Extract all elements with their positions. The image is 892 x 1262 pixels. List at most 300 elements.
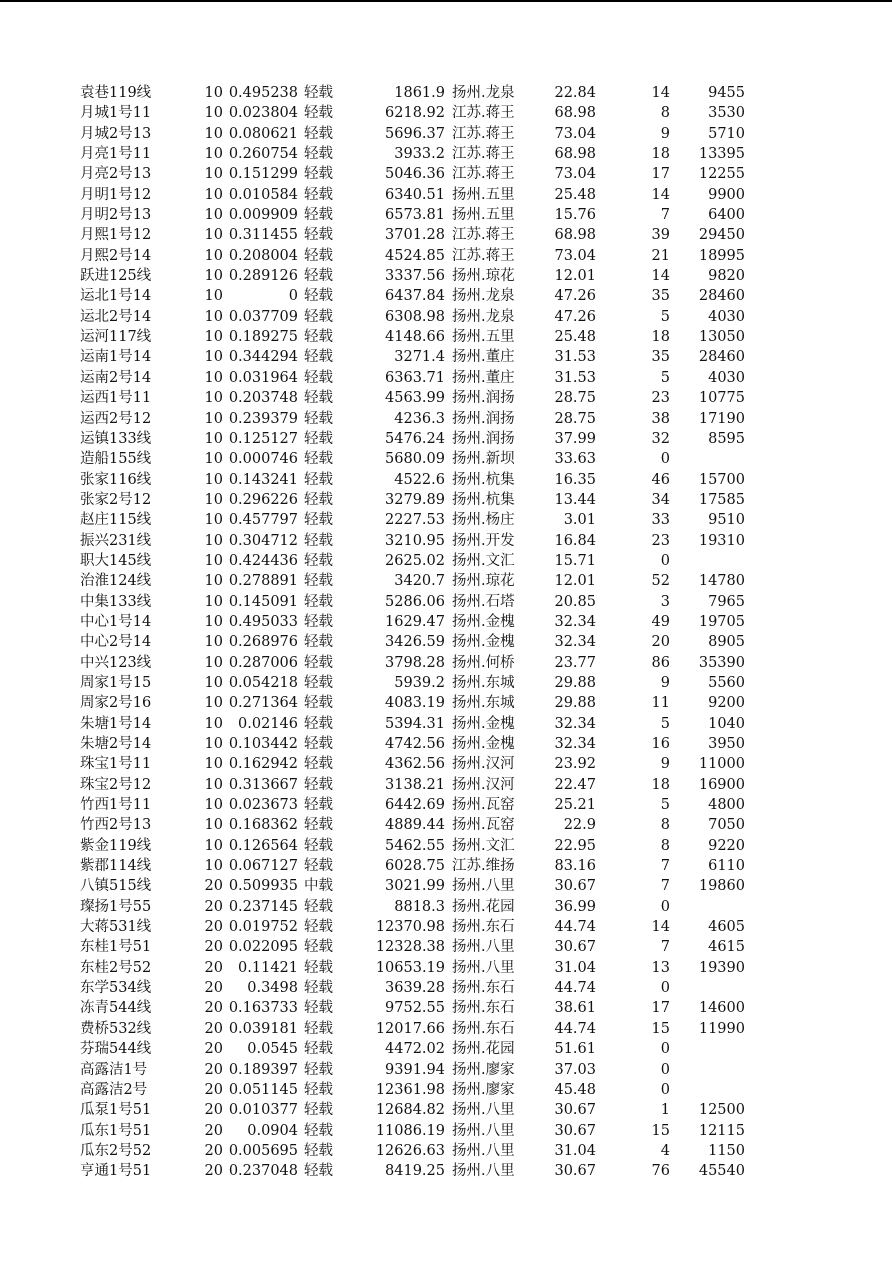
ratio-cell: 0.495033: [228, 613, 298, 630]
load-status-cell: 轻载: [304, 1142, 333, 1159]
substation-cell: 扬州.润扬: [452, 390, 515, 407]
table-row: [0, 571, 892, 591]
voltage-cell: 10: [204, 858, 223, 875]
substation-cell: 江苏.蒋王: [452, 125, 515, 142]
line-name-cell: 赵庄115线: [80, 512, 152, 529]
line-name-cell: 造船155线: [80, 451, 152, 468]
table-row: [0, 754, 892, 774]
ratio-cell: 0.237048: [228, 1163, 298, 1180]
count-cell: 5: [660, 715, 670, 732]
count-cell: 7: [660, 878, 670, 895]
voltage-cell: 10: [204, 573, 223, 590]
line-name-cell: 中心2号14: [80, 634, 152, 651]
count-cell: 18: [651, 329, 670, 346]
count-cell: 5: [660, 797, 670, 814]
value-cell: 12370.98: [375, 919, 445, 936]
value-cell: 3420.7: [394, 573, 445, 590]
count-cell: 15: [651, 1122, 670, 1139]
table-row: [0, 551, 892, 571]
amount-cell: 14780: [698, 573, 745, 590]
voltage-cell: 10: [204, 105, 223, 122]
count-cell: 86: [651, 654, 670, 671]
count-cell: 3: [660, 593, 670, 610]
substation-cell: 扬州.润扬: [452, 410, 515, 427]
voltage-cell: 20: [204, 980, 223, 997]
ratio-cell: 0.009909: [228, 207, 298, 224]
count-cell: 21: [651, 247, 670, 264]
line-name-cell: 瓜泵1号51: [80, 1102, 152, 1119]
substation-cell: 扬州.琼花: [452, 268, 515, 285]
substation-cell: 江苏.蒋王: [452, 146, 515, 163]
count-cell: 52: [651, 573, 670, 590]
table-row: [0, 978, 892, 998]
amount-cell: 28460: [698, 349, 745, 366]
amount-cell: 45540: [698, 1163, 745, 1180]
table-row: [0, 286, 892, 306]
value-cell: 2227.53: [385, 512, 445, 529]
amount-cell: 10775: [698, 390, 745, 407]
percent-cell: 38.61: [554, 1000, 596, 1017]
substation-cell: 扬州.廖家: [452, 1081, 515, 1098]
ratio-cell: 0.037709: [228, 308, 298, 325]
amount-cell: 11000: [698, 756, 745, 773]
line-name-cell: 瓜东2号52: [80, 1142, 152, 1159]
amount-cell: 5560: [708, 674, 745, 691]
load-status-cell: 轻载: [304, 919, 333, 936]
table-row: [0, 998, 892, 1018]
percent-cell: 28.75: [554, 410, 596, 427]
percent-cell: 32.34: [554, 634, 596, 651]
substation-cell: 扬州.金槐: [452, 736, 515, 752]
amount-cell: 9455: [708, 85, 745, 101]
voltage-cell: 10: [204, 756, 223, 773]
load-status-cell: 轻载: [304, 512, 333, 529]
table-row: [0, 490, 892, 510]
line-name-cell: 竹西2号13: [80, 817, 152, 834]
value-cell: 3426.59: [385, 634, 445, 651]
percent-cell: 16.84: [554, 532, 596, 549]
count-cell: 14: [651, 268, 670, 285]
line-name-cell: 振兴231线: [80, 532, 152, 549]
substation-cell: 扬州.五里: [452, 186, 515, 203]
load-status-cell: 轻载: [304, 329, 333, 346]
count-cell: 7: [660, 207, 670, 224]
load-status-cell: 轻载: [304, 837, 333, 854]
amount-cell: 8905: [708, 634, 745, 651]
load-status-cell: 轻载: [304, 227, 333, 244]
value-cell: 6437.84: [385, 288, 445, 305]
amount-cell: 29450: [698, 227, 745, 244]
value-cell: 5939.2: [394, 674, 445, 691]
load-status-cell: 轻载: [304, 369, 333, 386]
line-name-cell: 运南1号14: [80, 349, 152, 366]
amount-cell: 4030: [708, 369, 745, 386]
load-status-cell: 轻载: [304, 898, 333, 915]
line-name-cell: 运西2号12: [80, 410, 152, 427]
percent-cell: 31.53: [554, 369, 596, 386]
load-status-cell: 轻载: [304, 308, 333, 325]
percent-cell: 37.03: [554, 1061, 596, 1078]
count-cell: 0: [660, 552, 670, 569]
load-status-cell: 轻载: [304, 959, 333, 976]
value-cell: 4563.99: [385, 390, 445, 407]
load-status-cell: 轻载: [304, 980, 333, 997]
amount-cell: 12255: [698, 166, 745, 183]
voltage-cell: 10: [204, 654, 223, 671]
voltage-cell: 20: [204, 1102, 223, 1119]
substation-cell: 扬州.东石: [452, 919, 515, 936]
ratio-cell: 0.163733: [228, 1000, 298, 1017]
substation-cell: 扬州.龙泉: [452, 288, 515, 305]
ratio-cell: 0.0904: [247, 1122, 298, 1139]
amount-cell: 9510: [708, 512, 745, 529]
substation-cell: 扬州.东石: [452, 1020, 515, 1037]
substation-cell: 扬州.八里: [452, 878, 515, 895]
percent-cell: 32.34: [554, 736, 596, 752]
line-name-cell: 大蒋531线: [80, 919, 152, 936]
value-cell: 5696.37: [385, 125, 445, 142]
ratio-cell: 0.495238: [228, 85, 298, 101]
ratio-cell: 0.143241: [228, 471, 298, 488]
voltage-cell: 20: [204, 1142, 223, 1159]
ratio-cell: 0.509935: [228, 878, 298, 895]
substation-cell: 扬州.瓦窑: [452, 817, 515, 834]
load-status-cell: 轻载: [304, 451, 333, 468]
count-cell: 0: [660, 1041, 670, 1058]
value-cell: 5680.09: [385, 451, 445, 468]
voltage-cell: 10: [204, 430, 223, 447]
value-cell: 3138.21: [385, 776, 445, 793]
percent-cell: 30.67: [554, 878, 596, 895]
table-row: [0, 124, 892, 144]
ratio-cell: 0.311455: [228, 227, 298, 244]
substation-cell: 扬州.何桥: [452, 654, 515, 671]
line-name-cell: 东桂2号52: [80, 959, 152, 976]
voltage-cell: 20: [204, 959, 223, 976]
load-status-cell: 轻载: [304, 207, 333, 224]
value-cell: 6028.75: [385, 858, 445, 875]
line-name-cell: 张家116线: [80, 471, 152, 488]
value-cell: 4889.44: [385, 817, 445, 834]
substation-cell: 江苏.蒋王: [452, 166, 515, 183]
voltage-cell: 20: [204, 1000, 223, 1017]
ratio-cell: 0.125127: [228, 430, 298, 447]
voltage-cell: 10: [204, 268, 223, 285]
table-row: [0, 225, 892, 245]
line-name-cell: 东桂1号51: [80, 939, 152, 956]
voltage-cell: 10: [204, 776, 223, 793]
line-name-cell: 运南2号14: [80, 369, 152, 386]
count-cell: 49: [651, 613, 670, 630]
substation-cell: 扬州.杭集: [452, 491, 515, 508]
voltage-cell: 10: [204, 166, 223, 183]
amount-cell: 5710: [708, 125, 745, 142]
line-name-cell: 运北2号14: [80, 308, 152, 325]
line-name-cell: 瓜东1号51: [80, 1122, 152, 1139]
line-name-cell: 中集133线: [80, 593, 152, 610]
percent-cell: 3.01: [563, 512, 596, 529]
voltage-cell: 20: [204, 1081, 223, 1098]
table-row: [0, 327, 892, 347]
table-row: [0, 612, 892, 632]
line-name-cell: 珠宝2号12: [80, 776, 152, 793]
amount-cell: 17585: [698, 491, 745, 508]
ratio-cell: 0.023673: [228, 797, 298, 814]
line-name-cell: 芬瑞544线: [80, 1041, 152, 1058]
substation-cell: 扬州.汉河: [452, 756, 515, 773]
line-name-cell: 月熙2号14: [80, 247, 152, 264]
substation-cell: 扬州.文汇: [452, 837, 515, 854]
load-status-cell: 轻载: [304, 410, 333, 427]
load-status-cell: 轻载: [304, 736, 333, 752]
line-name-cell: 月熙1号12: [80, 227, 152, 244]
ratio-cell: 0.271364: [228, 695, 298, 712]
percent-cell: 68.98: [554, 105, 596, 122]
line-name-cell: 运北1号14: [80, 288, 152, 305]
load-status-cell: 轻载: [304, 247, 333, 264]
value-cell: 5046.36: [385, 166, 445, 183]
voltage-cell: 10: [204, 634, 223, 651]
table-row: [0, 347, 892, 367]
load-status-cell: 轻载: [304, 552, 333, 569]
count-cell: 8: [660, 837, 670, 854]
ratio-cell: 0.022095: [228, 939, 298, 956]
count-cell: 13: [651, 959, 670, 976]
count-cell: 8: [660, 817, 670, 834]
percent-cell: 44.74: [554, 919, 596, 936]
percent-cell: 25.48: [554, 186, 596, 203]
percent-cell: 32.34: [554, 613, 596, 630]
percent-cell: 22.84: [554, 85, 596, 101]
voltage-cell: 20: [204, 898, 223, 915]
value-cell: 9752.55: [385, 1000, 445, 1017]
ratio-cell: 0.151299: [228, 166, 298, 183]
count-cell: 0: [660, 898, 670, 915]
percent-cell: 44.74: [554, 980, 596, 997]
percent-cell: 23.92: [554, 756, 596, 773]
value-cell: 5476.24: [385, 430, 445, 447]
load-status-cell: 中载: [304, 878, 333, 895]
load-status-cell: 轻载: [304, 797, 333, 814]
load-status-cell: 轻载: [304, 939, 333, 956]
load-status-cell: 轻载: [304, 1122, 333, 1139]
line-name-cell: 竹西1号11: [80, 797, 152, 814]
ratio-cell: 0.296226: [228, 491, 298, 508]
value-cell: 8818.3: [394, 898, 445, 915]
percent-cell: 20.85: [554, 593, 596, 610]
substation-cell: 扬州.八里: [452, 959, 515, 976]
value-cell: 6340.51: [385, 186, 445, 203]
percent-cell: 23.77: [554, 654, 596, 671]
ratio-cell: 0.054218: [228, 674, 298, 691]
percent-cell: 12.01: [554, 268, 596, 285]
ratio-cell: 0.189275: [228, 329, 298, 346]
voltage-cell: 10: [204, 471, 223, 488]
ratio-cell: 0.237145: [228, 898, 298, 915]
voltage-cell: 10: [204, 512, 223, 529]
substation-cell: 江苏.维扬: [452, 858, 515, 875]
load-status-cell: 轻载: [304, 85, 333, 101]
substation-cell: 扬州.金槐: [452, 715, 515, 732]
percent-cell: 51.61: [554, 1041, 596, 1058]
load-status-cell: 轻载: [304, 288, 333, 305]
line-name-cell: 周家1号15: [80, 674, 152, 691]
value-cell: 6308.98: [385, 308, 445, 325]
load-status-cell: 轻载: [304, 166, 333, 183]
value-cell: 5394.31: [385, 715, 445, 732]
voltage-cell: 20: [204, 1041, 223, 1058]
voltage-cell: 20: [204, 1020, 223, 1037]
count-cell: 35: [651, 349, 670, 366]
amount-cell: 16900: [698, 776, 745, 793]
load-status-cell: 轻载: [304, 532, 333, 549]
ratio-cell: 0.203748: [228, 390, 298, 407]
line-name-cell: 张家2号12: [80, 491, 152, 508]
line-name-cell: 冻青544线: [80, 1000, 152, 1017]
count-cell: 18: [651, 146, 670, 163]
voltage-cell: 10: [204, 491, 223, 508]
value-cell: 3210.95: [385, 532, 445, 549]
count-cell: 8: [660, 105, 670, 122]
ratio-cell: 0.208004: [228, 247, 298, 264]
load-status-cell: 轻载: [304, 1163, 333, 1180]
load-status-cell: 轻载: [304, 776, 333, 793]
load-status-cell: 轻载: [304, 1000, 333, 1017]
voltage-cell: 10: [204, 410, 223, 427]
amount-cell: 9820: [708, 268, 745, 285]
value-cell: 4362.56: [385, 756, 445, 773]
voltage-cell: 10: [204, 146, 223, 163]
amount-cell: 19310: [698, 532, 745, 549]
line-name-cell: 高露洁1号: [80, 1061, 148, 1078]
voltage-cell: 20: [204, 1122, 223, 1139]
voltage-cell: 10: [204, 207, 223, 224]
ratio-cell: 0: [288, 288, 298, 305]
page-top-border: [0, 0, 892, 2]
count-cell: 9: [660, 756, 670, 773]
value-cell: 3021.99: [385, 878, 445, 895]
value-cell: 4524.85: [385, 247, 445, 264]
table-row: [0, 917, 892, 937]
voltage-cell: 10: [204, 613, 223, 630]
table-row: [0, 164, 892, 184]
percent-cell: 32.34: [554, 715, 596, 732]
amount-cell: 9900: [708, 186, 745, 203]
percent-cell: 25.48: [554, 329, 596, 346]
ratio-cell: 0.3498: [247, 980, 298, 997]
table-row: [0, 856, 892, 876]
amount-cell: 14600: [698, 1000, 745, 1017]
table-row: [0, 693, 892, 713]
load-status-cell: 轻载: [304, 1020, 333, 1037]
ratio-cell: 0.457797: [228, 512, 298, 529]
amount-cell: 3950: [708, 736, 745, 752]
count-cell: 14: [651, 186, 670, 203]
value-cell: 4522.6: [394, 471, 445, 488]
value-cell: 3933.2: [394, 146, 445, 163]
value-cell: 4472.02: [385, 1041, 445, 1058]
load-status-cell: 轻载: [304, 817, 333, 834]
percent-cell: 22.47: [554, 776, 596, 793]
percent-cell: 44.74: [554, 1020, 596, 1037]
percent-cell: 30.67: [554, 939, 596, 956]
value-cell: 8419.25: [385, 1163, 445, 1180]
table-row: [0, 714, 892, 734]
percent-cell: 31.53: [554, 349, 596, 366]
ratio-cell: 0.02146: [238, 715, 298, 732]
table-row: [0, 144, 892, 164]
count-cell: 7: [660, 858, 670, 875]
load-status-cell: 轻载: [304, 573, 333, 590]
voltage-cell: 10: [204, 369, 223, 386]
value-cell: 6442.69: [385, 797, 445, 814]
substation-cell: 扬州.文汇: [452, 552, 515, 569]
ratio-cell: 0.11421: [238, 959, 298, 976]
ratio-cell: 0.189397: [228, 1061, 298, 1078]
value-cell: 6363.71: [385, 369, 445, 386]
voltage-cell: 10: [204, 552, 223, 569]
percent-cell: 73.04: [554, 125, 596, 142]
substation-cell: 扬州.五里: [452, 207, 515, 224]
substation-cell: 扬州.石塔: [452, 593, 515, 610]
amount-cell: 3530: [708, 105, 745, 122]
table-row: [0, 1141, 892, 1161]
ratio-cell: 0.304712: [228, 532, 298, 549]
voltage-cell: 10: [204, 85, 223, 101]
substation-cell: 扬州.董庄: [452, 369, 515, 386]
count-cell: 1: [660, 1102, 670, 1119]
line-name-cell: 运西1号11: [80, 390, 152, 407]
percent-cell: 68.98: [554, 146, 596, 163]
load-status-cell: 轻载: [304, 471, 333, 488]
line-name-cell: 高露洁2号: [80, 1081, 148, 1098]
value-cell: 3337.56: [385, 268, 445, 285]
load-status-cell: 轻载: [304, 268, 333, 285]
ratio-cell: 0.278891: [228, 573, 298, 590]
ratio-cell: 0.260754: [228, 146, 298, 163]
load-status-cell: 轻载: [304, 105, 333, 122]
amount-cell: 13050: [698, 329, 745, 346]
count-cell: 0: [660, 980, 670, 997]
voltage-cell: 10: [204, 451, 223, 468]
ratio-cell: 0.268976: [228, 634, 298, 651]
amount-cell: 8595: [708, 430, 745, 447]
voltage-cell: 10: [204, 715, 223, 732]
ratio-cell: 0.287006: [228, 654, 298, 671]
substation-cell: 江苏.蒋王: [452, 247, 515, 264]
percent-cell: 22.95: [554, 837, 596, 854]
ratio-cell: 0.145091: [228, 593, 298, 610]
percent-cell: 15.76: [554, 207, 596, 224]
amount-cell: 1150: [708, 1142, 745, 1159]
percent-cell: 36.99: [554, 898, 596, 915]
line-name-cell: 费桥532线: [80, 1020, 152, 1037]
table-row: [0, 734, 892, 754]
ratio-cell: 0.103442: [228, 736, 298, 752]
voltage-cell: 20: [204, 1163, 223, 1180]
substation-cell: 扬州.东城: [452, 695, 515, 712]
amount-cell: 6400: [708, 207, 745, 224]
voltage-cell: 10: [204, 674, 223, 691]
substation-cell: 扬州.花园: [452, 898, 515, 915]
percent-cell: 29.88: [554, 674, 596, 691]
percent-cell: 47.26: [554, 308, 596, 325]
line-name-cell: 八镇515线: [80, 878, 152, 895]
ratio-cell: 0.126564: [228, 837, 298, 854]
line-name-cell: 月亮2号13: [80, 166, 152, 183]
table-row: [0, 429, 892, 449]
line-name-cell: 紫金119线: [80, 837, 152, 854]
